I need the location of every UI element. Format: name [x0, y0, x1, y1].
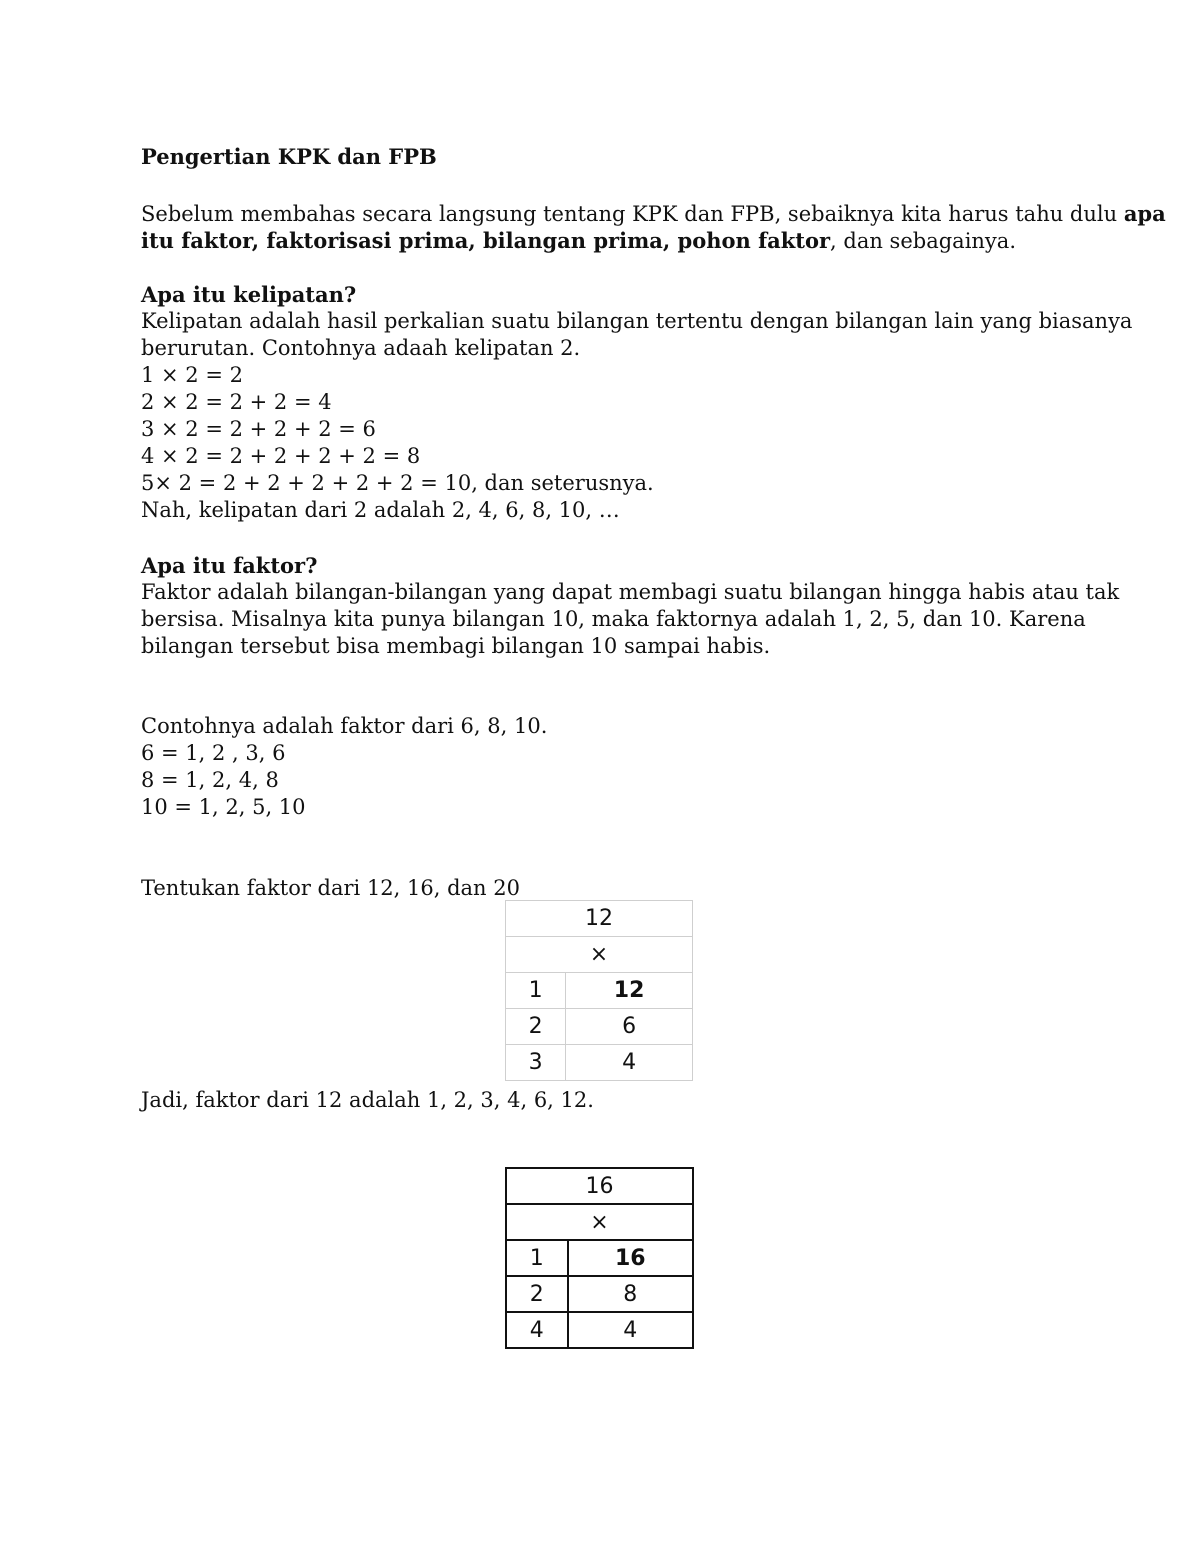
example-line: 10 = 1, 2, 5, 10	[141, 795, 306, 819]
faktor-line: bilangan tersebut bisa membagi bilangan 10 sampai habis.	[141, 634, 771, 658]
kelipatan-line: Nah, kelipatan dari 2 adalah 2, 4, 6, 8, 10, …	[141, 498, 620, 522]
kelipatan-line: Kelipatan adalah hasil perkalian suatu bilangan tertentu dengan bilangan lain yang biasanya	[141, 309, 1133, 333]
heading-faktor: Apa itu faktor?	[141, 553, 318, 578]
table-row	[506, 1045, 693, 1081]
kelipatan-line: 4 × 2 = 2 + 2 + 2 + 2 = 8	[141, 444, 421, 468]
kelipatan-line: 1 × 2 = 2	[141, 363, 243, 387]
table-row	[506, 1312, 693, 1348]
example-line: Contohnya adalah faktor dari 6, 8, 10.	[141, 714, 548, 738]
conclusion-text: Jadi, faktor dari 12 adalah 1, 2, 3, 4, 6, 12.	[141, 1088, 594, 1112]
faktor-line: bersisa. Misalnya kita punya bilangan 10, maka faktornya adalah 1, 2, 5, dan 10. Karena	[141, 607, 1086, 631]
multiply-symbol: ×	[506, 937, 693, 973]
table-cell: 6	[566, 1009, 693, 1045]
table-cell: 1	[506, 1240, 568, 1276]
table-cell: 1	[506, 973, 566, 1009]
kelipatan-line: berurutan. Contohnya adaah kelipatan 2.	[141, 336, 581, 360]
page-title: Pengertian KPK dan FPB	[141, 144, 437, 169]
faktor-line: Faktor adalah bilangan-bilangan yang dapat membagi suatu bilangan hingga habis atau tak	[141, 580, 1120, 604]
table-cell: 12	[566, 973, 693, 1009]
table-cell: 3	[506, 1045, 566, 1081]
kelipatan-line: 5× 2 = 2 + 2 + 2 + 2 + 2 = 10, dan seterusnya.	[141, 471, 654, 495]
intro-text: , dan sebagainya.	[830, 229, 1016, 253]
table-row	[506, 1009, 693, 1045]
multiply-symbol: ×	[506, 1204, 693, 1240]
kelipatan-line: 3 × 2 = 2 + 2 + 2 = 6	[141, 417, 376, 441]
intro-emphasis: itu faktor, faktorisasi prima, bilangan prima, pohon faktor	[141, 228, 831, 253]
intro-line-2	[141, 227, 1016, 255]
table-row	[506, 937, 693, 973]
table-header: 12	[506, 901, 693, 937]
table-cell: 2	[506, 1276, 568, 1312]
task-text: Tentukan faktor dari 12, 16, dan 20	[141, 876, 520, 900]
example-line: 8 = 1, 2, 4, 8	[141, 768, 279, 792]
intro-emphasis: apa	[1123, 201, 1166, 226]
table-row	[506, 1168, 693, 1204]
table-row	[506, 1276, 693, 1312]
table-cell: 8	[568, 1276, 693, 1312]
kelipatan-line: 2 × 2 = 2 + 2 = 4	[141, 390, 332, 414]
factor-table-16	[505, 1167, 694, 1349]
table-cell: 4	[506, 1312, 568, 1348]
intro-text: Sebelum membahas secara langsung tentang KPK dan FPB, sebaiknya kita harus tahu dulu	[141, 202, 1124, 226]
table-cell: 16	[568, 1240, 693, 1276]
factor-table-12	[505, 900, 693, 1081]
table-cell: 4	[566, 1045, 693, 1081]
table-cell: 2	[506, 1009, 566, 1045]
table-row	[506, 1240, 693, 1276]
table-row	[506, 901, 693, 937]
table-cell: 4	[568, 1312, 693, 1348]
table-row	[506, 973, 693, 1009]
table-header: 16	[506, 1168, 693, 1204]
heading-kelipatan: Apa itu kelipatan?	[141, 282, 357, 307]
example-line: 6 = 1, 2 , 3, 6	[141, 741, 286, 765]
table-row	[506, 1204, 693, 1240]
intro-line-1	[141, 200, 1166, 228]
